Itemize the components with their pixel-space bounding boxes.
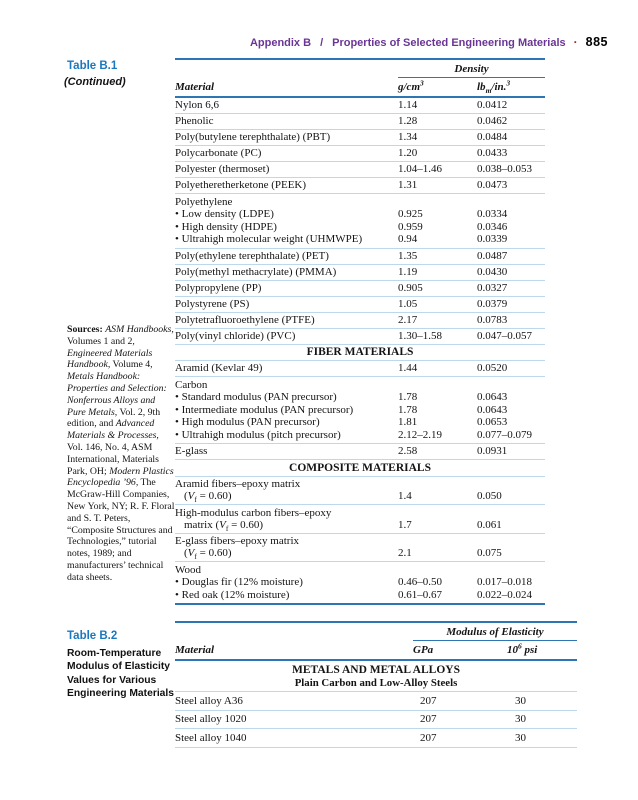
table-row (175, 444, 545, 460)
row-gcm3: 1.34 (398, 130, 477, 146)
row-lbin3: 0.0643 (477, 391, 508, 403)
vf-symbol: V (187, 490, 195, 502)
row-lbin3: 0.0412 (477, 97, 545, 114)
row-gcm3: 1.7 (398, 505, 477, 534)
modulus-table (175, 621, 577, 748)
row-material: Polyester (thermoset) (175, 162, 398, 178)
row-gpa: 207 (413, 710, 507, 729)
table-row (175, 97, 545, 114)
modulus-spanner-row (175, 622, 577, 641)
group-item-row (175, 576, 545, 589)
page-header (0, 35, 608, 49)
unit-psi: $10^6$ psi (507, 641, 577, 661)
metals-section-title-row (175, 660, 577, 676)
row-lbin3: 0.0783 (477, 312, 545, 328)
row-lbin3: 0.075 (477, 533, 545, 562)
group-item-row (175, 416, 545, 429)
table-row (175, 476, 545, 505)
row-material: Poly(vinyl chloride) (PVC) (175, 328, 398, 344)
row-material: Phenolic (175, 114, 398, 130)
row-lbin3: 0.0653 (477, 416, 508, 428)
table-row (175, 533, 545, 562)
row-lbin3: 0.047–0.057 (477, 328, 545, 344)
group-item-row (175, 403, 545, 416)
row-gcm3: 1.78 (398, 391, 418, 403)
material-col-header: Material (175, 641, 413, 661)
density-spanner: Density (398, 59, 545, 78)
density-table (175, 58, 545, 605)
row-lbin3: 0.0430 (477, 264, 545, 280)
sources-prefix: Sources: (67, 324, 106, 335)
row-gcm3: 0.61–0.67 (398, 588, 477, 604)
table-row (175, 130, 545, 146)
row-lbin3: 0.050 (477, 476, 545, 505)
row-gcm3: 0.94 (398, 233, 477, 249)
section-header-composite (175, 460, 545, 477)
row-material: Polypropylene (PP) (175, 280, 398, 296)
unit-gpa: GPa (413, 641, 507, 661)
b1-column-headers (175, 78, 545, 98)
row-gcm3: 0.46–0.50 (398, 576, 442, 588)
row-gcm3: 1.05 (398, 296, 477, 312)
group-title: Carbon (175, 378, 208, 391)
row-lbin3: 0.0327 (477, 280, 545, 296)
row-gcm3: 1.4 (398, 476, 477, 505)
row-material: Polystyrene (PS) (175, 296, 398, 312)
group-item-row (175, 588, 545, 604)
row-gcm3: 1.78 (398, 403, 418, 416)
density-spanner-row (175, 59, 545, 78)
table-row (175, 146, 545, 162)
material-col-header: Material (175, 78, 398, 98)
row-gcm3: 1.35 (398, 248, 477, 264)
group-item-row (175, 220, 545, 233)
page-number: 885 (585, 35, 608, 49)
row-lbin3: 0.038–0.053 (477, 162, 545, 178)
row-material: Polytetrafluoroethylene (PTFE) (175, 312, 398, 328)
group-item-row (175, 208, 545, 221)
b2-column-headers (175, 641, 577, 661)
header-separator-dot: · (573, 35, 578, 49)
row-lbin3: 0.0339 (477, 233, 545, 249)
table-row (175, 178, 545, 194)
unit-lbm-in3: $lb_m/in.^3$ (477, 78, 545, 98)
row-lbin3: 0.077–0.079 (477, 428, 545, 444)
unit-g-cm3: $g/cm^3$ (398, 78, 477, 98)
page-header-title: Properties of Selected Engineering Materials (332, 37, 566, 49)
metals-section-title: METALS AND METAL ALLOYS (292, 663, 460, 676)
row-lbin3: 0.0643 (477, 403, 508, 416)
row-psi: 30 (507, 729, 577, 748)
row-lbin3: 0.0487 (477, 248, 545, 264)
group-item-row (175, 233, 545, 249)
row-gpa: 207 (413, 729, 507, 748)
table-row (175, 162, 545, 178)
row-gcm3: 1.31 (398, 178, 477, 194)
row-material: Nylon 6,6 (175, 97, 398, 114)
row-psi: 30 (507, 710, 577, 729)
group-title: Polyethylene (175, 195, 233, 208)
row-material: • Ultrahigh molecular weight (UHMWPE) (175, 233, 398, 249)
row-gcm3: 1.19 (398, 264, 477, 280)
row-material: E-glass (175, 444, 398, 460)
row-lbin3: 0.0334 (477, 208, 508, 220)
row-material: Steel alloy 1040 (175, 729, 413, 748)
row-material: • Standard modulus (PAN precursor) (175, 391, 398, 404)
row-gpa: 207 (413, 692, 507, 711)
row-lbin3: 0.017–0.018 (477, 576, 532, 588)
row-material: Aramid (Kevlar 49) (175, 361, 398, 377)
table-b2-label: Table B.2 (67, 630, 118, 642)
row-material: Poly(methyl methacrylate) (PMMA) (175, 264, 398, 280)
row-material: Steel alloy A36 (175, 692, 413, 711)
row-gcm3: 1.20 (398, 146, 477, 162)
table-row (175, 692, 577, 711)
row-material: • Ultrahigh modulus (pitch precursor) (175, 428, 398, 444)
row-gcm3: 2.12–2.19 (398, 428, 477, 444)
header-slash: / (320, 37, 324, 49)
row-material: • High density (HDPE) (175, 220, 398, 233)
row-gcm3: 0.959 (398, 220, 423, 233)
table-row (175, 710, 577, 729)
row-material: Polyetheretherketone (PEEK) (175, 178, 398, 194)
row-psi: 30 (507, 692, 577, 711)
row-lbin3: 0.0520 (477, 361, 545, 377)
row-gcm3: 1.14 (398, 97, 477, 114)
row-gcm3: 2.1 (398, 533, 477, 562)
row-material: Poly(ethylene terephthalate) (PET) (175, 248, 398, 264)
group-item-row (175, 428, 545, 444)
row-lbin3: 0.0346 (477, 220, 508, 233)
section-header-fiber (175, 344, 545, 361)
row-material: E-glass fibers–epoxy matrix $(V_f = 0.60)$ (175, 533, 398, 562)
row-material: High-modulus carbon fibers–epoxy matrix $(V_f = 0.60)$ (175, 505, 398, 534)
row-lbin3: 0.0473 (477, 178, 545, 194)
section-title: COMPOSITE MATERIALS (175, 460, 545, 477)
steels-subsection-title-row (175, 676, 577, 692)
group-item-row (175, 391, 545, 404)
table-row (175, 505, 545, 534)
row-lbin3: 0.022–0.024 (477, 588, 545, 604)
row-material: • High modulus (PAN precursor) (175, 416, 398, 429)
row-material: • Low density (LDPE) (175, 208, 398, 221)
row-gcm3: 1.44 (398, 361, 477, 377)
vf-symbol: V (219, 518, 226, 531)
row-gcm3: 1.28 (398, 114, 477, 130)
table-b2-caption: Room-Temperature Modulus of Elasticity Values for Various Engineering Materials (67, 648, 175, 699)
table-row (175, 729, 577, 748)
row-lbin3: 0.0484 (477, 130, 545, 146)
group-title-row (175, 377, 545, 391)
row-material: Steel alloy 1020 (175, 710, 413, 729)
row-gcm3: 1.81 (398, 416, 418, 428)
row-material: • Red oak (12% moisture) (175, 588, 398, 604)
row-gcm3: 0.905 (398, 280, 477, 296)
row-material: Aramid fibers–epoxy matrix $(V_f = 0.60)$ (175, 476, 398, 505)
row-material: • Intermediate modulus (PAN precursor) (175, 403, 398, 416)
row-material: • Douglas fir (12% moisture) (175, 576, 398, 589)
group-title: Wood (175, 563, 202, 576)
table-row (175, 361, 545, 377)
table-row (175, 248, 545, 264)
table-row (175, 296, 545, 312)
table-row (175, 328, 545, 344)
sources-note: Sources: ASM Handbooks, Volumes 1 and 2, Engineered Materials Handbook, Volume 4, Metals Handbook: Properties and Selection: Nonferrous Alloys and Pure Metals, Vol. 2, 9th edition, and Advanced Materials & Processes, Vol. 146, No. 4, ASM International, Materials Park, OH; Modern Plastics Encyclopedia ’96, The McGraw-Hill Companies, New York, NY; R. F. Floral and S. T. Peters, “Composite Structures and Technologies,” tutorial notes, 1989; and manufacturers’ technical data sheets. (67, 324, 175, 583)
row-lbin3: 0.0931 (477, 444, 545, 460)
row-material: Polycarbonate (PC) (175, 146, 398, 162)
table-row (175, 312, 545, 328)
table-b1-continued: (Continued) (64, 76, 126, 88)
row-gcm3: 2.58 (398, 444, 477, 460)
vf-symbol: V (187, 547, 195, 559)
row-material: Poly(butylene terephthalate) (PBT) (175, 130, 398, 146)
row-lbin3: 0.0379 (477, 296, 545, 312)
row-gcm3: 0.925 (398, 208, 423, 220)
appendix-label: Appendix B (249, 37, 312, 49)
table-row (175, 114, 545, 130)
row-lbin3: 0.0462 (477, 114, 545, 130)
table-row (175, 280, 545, 296)
group-title-row (175, 562, 545, 576)
row-gcm3: 2.17 (398, 312, 477, 328)
row-lbin3: 0.0433 (477, 146, 545, 162)
section-title: FIBER MATERIALS (175, 344, 545, 361)
table-row (175, 264, 545, 280)
group-title-row (175, 194, 545, 208)
steels-subsection-title: Plain Carbon and Low-Alloy Steels (175, 676, 577, 692)
modulus-spanner: Modulus of Elasticity (413, 622, 577, 641)
row-lbin3: 0.061 (477, 505, 545, 534)
row-gcm3: 1.04–1.46 (398, 162, 477, 178)
table-b1-label: Table B.1 (67, 60, 118, 72)
row-gcm3: 1.30–1.58 (398, 328, 477, 344)
